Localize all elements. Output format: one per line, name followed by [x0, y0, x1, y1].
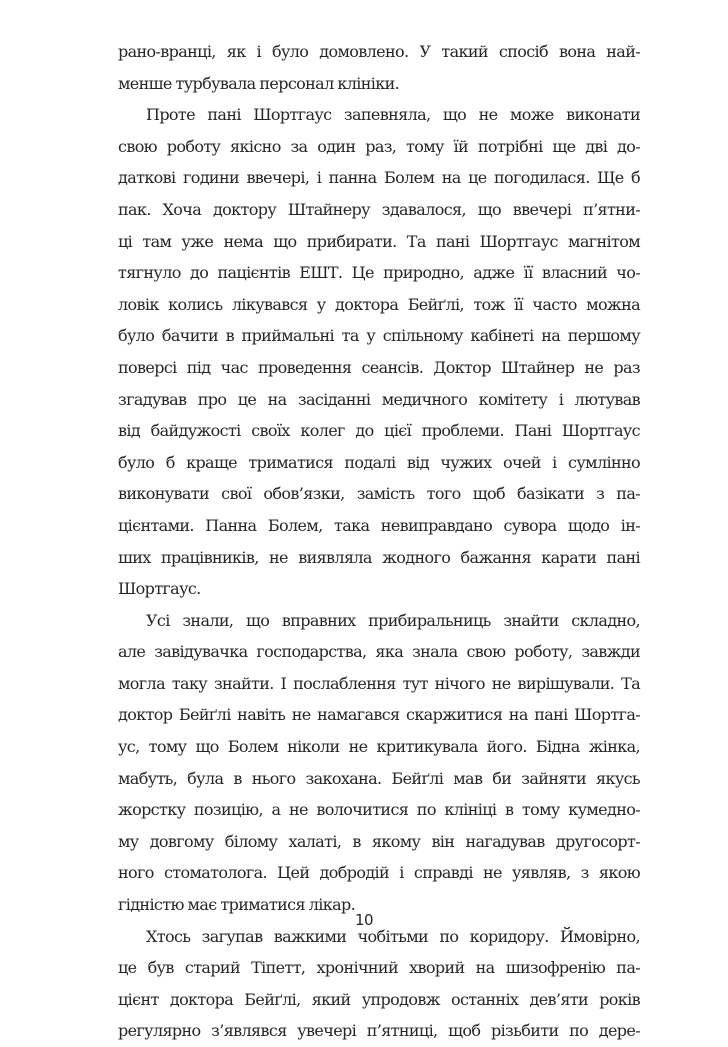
text-line: му довгому білому халаті, в якому він нагадував другосорт- [118, 831, 640, 851]
text-line: виконувати свої обов’язки, замість того щоб базікати з па- [118, 484, 640, 504]
text-line: доктор Бейґлі навіть не намагався скаржитися на пані Шортга- [118, 705, 640, 725]
text-line: свою роботу якісно за один раз, тому їй потрібні ще дві до- [118, 136, 640, 156]
text-line: пак. Хоча доктору Штайнеру здавалося, що ввечері п’ятни- [118, 199, 640, 219]
text-line: Усі знали, що вправних прибиральниць знайти складно, [146, 610, 640, 630]
paragraph [118, 99, 640, 605]
text-line: від байдужості своїх колег до цієї проблеми. Пані Шортгаус [118, 421, 640, 441]
text-line: Проте пані Шортгаус запевняла, що не може виконати [146, 105, 640, 125]
text-line: даткові години ввечері, і панна Болем на це погодилася. Ще б [118, 168, 640, 188]
text-line: регулярно з’являвся увечері п’ятниці, щоб різьбити по дере- [118, 1021, 640, 1041]
text-line: ного стоматолога. Цей добродій і справді не уявляв, з якою [118, 863, 640, 883]
body-text [118, 36, 640, 1047]
text-line: жорстку позицію, а не волочитися по клініці в тому кумедно- [118, 800, 640, 820]
paragraph [118, 605, 640, 921]
text-line: це був старий Тіпетт, хронічний хворий на шизофренію па- [118, 958, 640, 978]
text-line: менше турбувала персонал клініки. [118, 73, 400, 93]
text-line: цієнтами. Панна Болем, така невиправдано сувора щодо ін- [118, 515, 640, 535]
text-line: цієнт доктора Бейґлі, який упродовж останніх дев’яти років [118, 989, 640, 1009]
text-line: могла таку знайти. І послаблення тут нічого не вирішували. Та [118, 673, 640, 693]
paragraph [118, 36, 640, 99]
text-line: було б краще триматися подалі від чужих очей і сумлінно [118, 452, 640, 472]
text-line: Хтось загупав важкими чобітьми по коридору. Ймовірно, [146, 926, 640, 946]
text-line: гідністю має триматися лікар. [118, 895, 356, 915]
text-line: ці там уже нема що прибирати. Та пані Шортгаус магнітом [118, 231, 640, 251]
paragraph [118, 921, 640, 1047]
page-number: 10 [354, 911, 374, 929]
text-line: Шортгаус. [118, 579, 201, 599]
text-line: тягнуло до пацієнтів ЕШТ. Це природно, адже її власний чо- [118, 263, 640, 283]
text-line: ловік колись лікувався у доктора Бейґлі, тож її часто можна [118, 294, 640, 314]
text-line: але завідувачка господарства, яка знала свою роботу, завжди [118, 642, 640, 662]
text-line: мабуть, була в нього закохана. Бейґлі мав би зайняти якусь [118, 768, 640, 788]
text-line: було бачити в приймальні та у спільному кабінеті на першому [118, 326, 640, 346]
text-line: рано-вранці, як і було домовлено. У такий спосіб вона най- [118, 42, 640, 61]
text-line: згадував про це на засіданні медичного комітету і лютував [118, 389, 640, 409]
text-line: ус, тому що Болем ніколи не критикувала його. Бідна жінка, [118, 737, 640, 757]
text-line: поверсі під час проведення сеансів. Доктор Штайнер не раз [118, 357, 640, 377]
text-line: ших працівників, не виявляла жодного бажання карати пані [118, 547, 640, 567]
